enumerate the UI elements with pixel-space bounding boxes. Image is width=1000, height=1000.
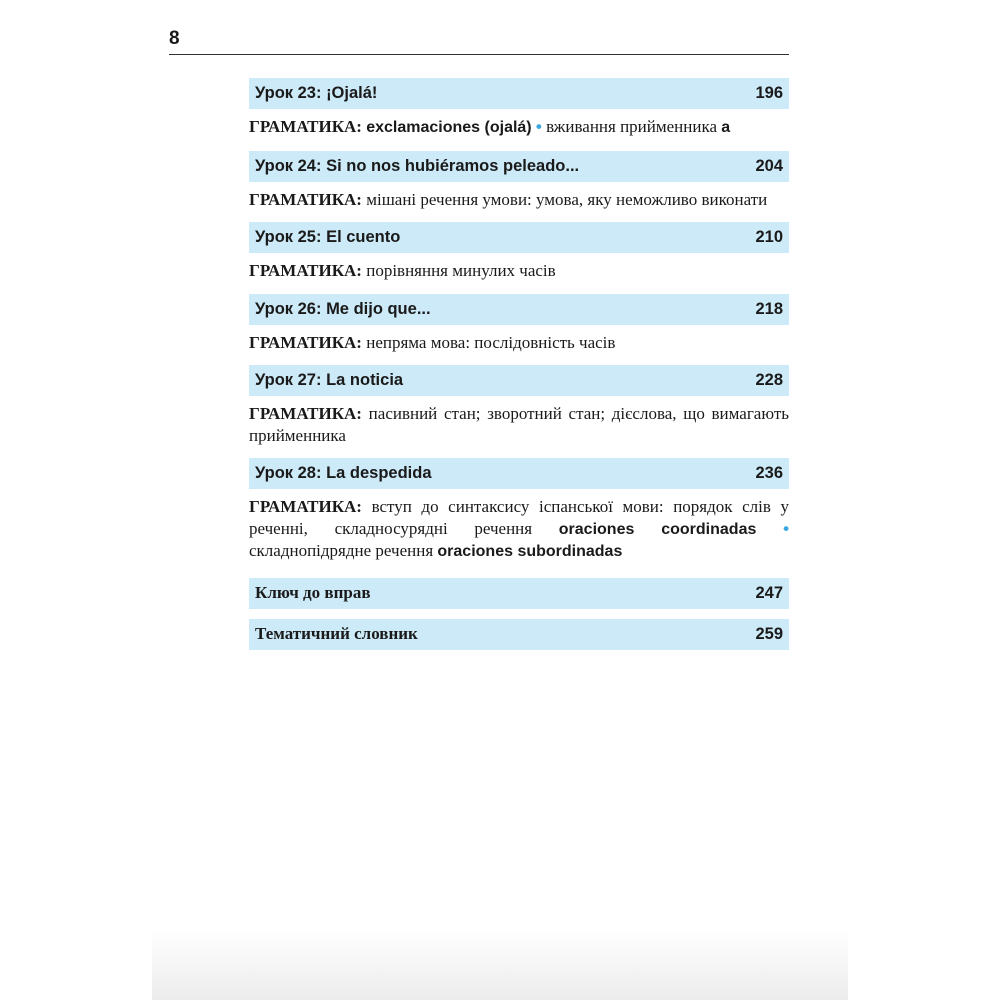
lesson-page-number: 218: [755, 299, 783, 318]
appendix-page-number: 247: [755, 583, 783, 602]
grammar-label: ГРАМАТИКА:: [249, 189, 362, 209]
lesson-title: Урок 25: El cuento: [255, 228, 401, 246]
grammar-term: exclamaciones (ojalá): [366, 119, 532, 136]
lesson-title: Урок 28: La despedida: [255, 464, 432, 482]
lesson-title: Урок 23: ¡Ojalá!: [255, 84, 378, 102]
grammar-text: складнопідрядне речення: [249, 541, 434, 560]
toc-entry-lesson-28[interactable]: [249, 458, 789, 489]
spacer: [249, 609, 789, 619]
grammar-text: пасивний стан; зворотний стан; дієслова, що вимагають прийменника: [249, 404, 790, 445]
lesson-grammar-25: [249, 260, 789, 282]
grammar-text: вступ до синтаксису іспанської мови: порядок слів у реченні, складносурядні речення: [249, 497, 789, 538]
toc-entry-lesson-25[interactable]: [249, 222, 789, 253]
grammar-text: непряма мова: послідовність часів: [366, 332, 616, 352]
grammar-label: ГРАМАТИКА:: [249, 117, 362, 136]
lesson-page-number: 204: [755, 156, 783, 175]
table-of-contents: [249, 78, 789, 650]
grammar-label: ГРАМАТИКА:: [249, 404, 362, 423]
toc-entry-lesson-27[interactable]: [249, 365, 789, 396]
grammar-term: a: [721, 119, 731, 136]
grammar-text: порівняння минулих часів: [366, 261, 556, 280]
lesson-grammar-24: [249, 189, 789, 211]
grammar-term: oraciones coordinadas: [558, 520, 757, 538]
lesson-title: Урок 27: La noticia: [255, 371, 404, 389]
toc-entry-lesson-24[interactable]: [249, 151, 789, 182]
grammar-text: мішані речення умови: умова, яку неможливо виконати: [366, 189, 768, 209]
appendix-page-number: 259: [755, 624, 783, 643]
grammar-label: ГРАМАТИКА:: [249, 497, 362, 516]
header-rule: [169, 54, 789, 55]
lesson-grammar-28: [249, 496, 789, 563]
lesson-page-number: 228: [755, 371, 783, 389]
appendix-title: Ключ до вправ: [255, 583, 371, 602]
lesson-page-number: 210: [755, 228, 783, 246]
toc-entry-answer-key[interactable]: [249, 578, 789, 609]
lesson-title: Урок 24: Si no nos hubiéramos peleado...: [255, 156, 580, 175]
lesson-page-number: 196: [755, 84, 783, 102]
lesson-title: Урок 26: Me dijo que...: [255, 299, 431, 318]
grammar-term: oraciones subordinadas: [437, 543, 623, 560]
grammar-text: вживання прийменника: [546, 117, 718, 136]
toc-entry-lesson-23[interactable]: [249, 78, 789, 109]
page-bottom-shadow: [152, 930, 848, 1000]
bullet-separator: •: [783, 518, 790, 538]
toc-entry-lesson-26[interactable]: [249, 294, 789, 325]
appendix-title: Тематичний словник: [255, 624, 418, 643]
lesson-grammar-23: [249, 116, 789, 139]
lesson-page-number: 236: [755, 464, 783, 482]
grammar-label: ГРАМАТИКА:: [249, 332, 362, 352]
grammar-label: ГРАМАТИКА:: [249, 261, 362, 280]
toc-entry-thematic-dictionary[interactable]: [249, 619, 789, 650]
lesson-grammar-26: [249, 332, 789, 354]
bullet-separator: •: [535, 117, 542, 136]
page-number: 8: [169, 28, 180, 49]
lesson-grammar-27: [249, 403, 789, 446]
